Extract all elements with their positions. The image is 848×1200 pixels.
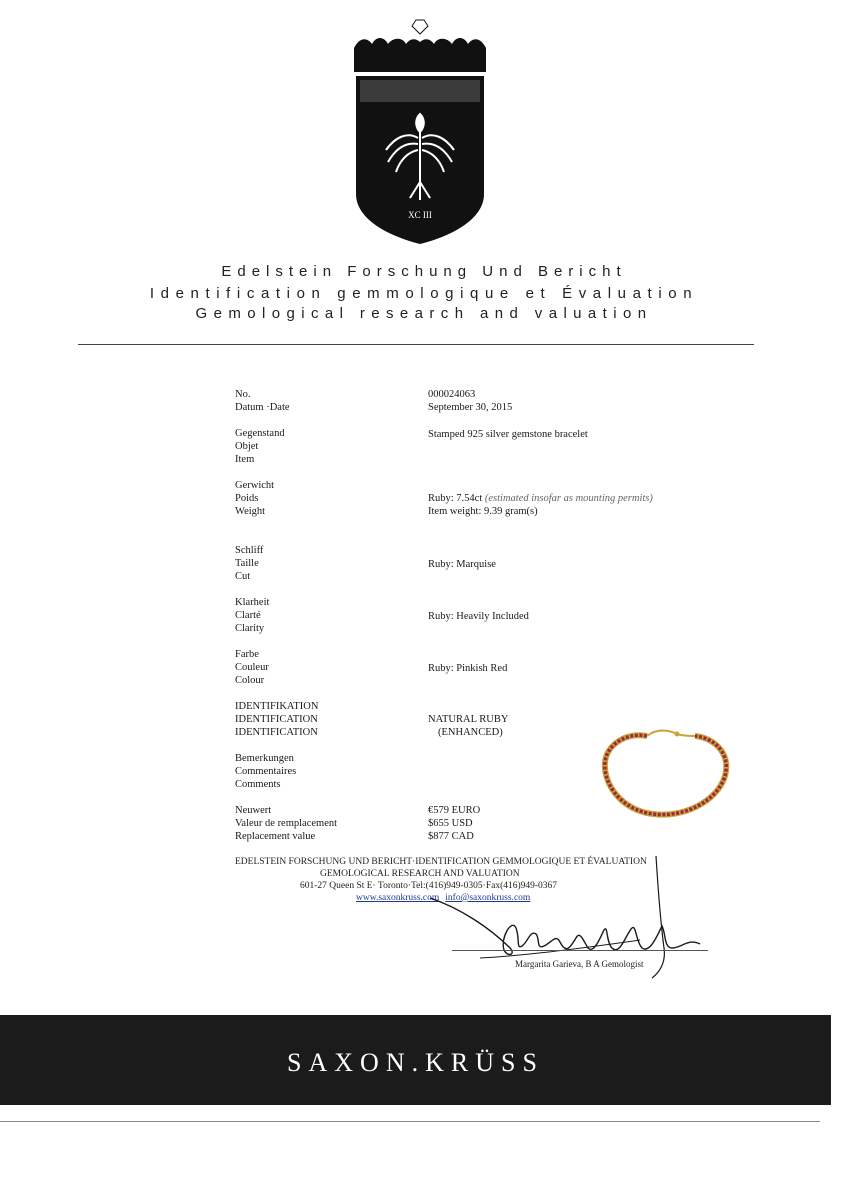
weight-note: (estimated insofar as mounting permits)	[484, 493, 653, 504]
diamond-icon	[412, 20, 428, 34]
signature-line	[452, 950, 708, 951]
date-label: Datum ·Date	[235, 402, 290, 413]
comments-label-fr: Commentaires	[235, 766, 297, 777]
date-value: September 30, 2015	[428, 402, 513, 413]
email-link[interactable]: info@saxonkruss.com	[445, 893, 531, 903]
identification-value-2: (ENHANCED)	[438, 727, 503, 738]
heading-divider	[78, 344, 754, 345]
item-label-de: Gegenstand	[235, 428, 285, 439]
colour-label-fr: Couleur	[235, 662, 269, 673]
clarity-label-fr: Clarté	[235, 610, 261, 621]
cut-label-de: Schliff	[235, 545, 264, 556]
weight-label-de: Gerwicht	[235, 480, 275, 491]
replacement-value-eur: €579 EURO	[428, 805, 481, 816]
weight-ruby-text: Ruby: 7.54ct	[428, 493, 483, 504]
weight-value-ruby	[428, 492, 653, 505]
colour-value: Ruby: Pinkish Red	[428, 663, 508, 674]
item-label-en: Item	[235, 454, 255, 465]
identification-value-1: NATURAL RUBY	[428, 714, 509, 725]
replacement-label-de: Neuwert	[235, 805, 272, 816]
footer-address: 601-27 Queen St E· Toronto·Tel:(416)949-0305·Fax(416)949-0367	[300, 881, 558, 891]
replacement-value-cad: $877 CAD	[428, 831, 474, 842]
bottom-rule	[0, 1121, 820, 1122]
brand-name: SAXON.KRÜSS	[287, 1048, 544, 1077]
weight-label-fr: Poids	[235, 493, 259, 504]
identification-label-de: IDENTIFIKATION	[235, 701, 319, 712]
heading-english: Gemological research and valuation	[195, 305, 653, 322]
colour-label-en: Colour	[235, 675, 265, 686]
cut-value: Ruby: Marquise	[428, 559, 496, 570]
crest-emblem	[352, 14, 488, 246]
weight-label-en: Weight	[235, 506, 266, 517]
item-value: Stamped 925 silver gemstone bracelet	[428, 429, 588, 440]
identification-label-en: IDENTIFICATION	[235, 727, 318, 738]
website-link[interactable]: www.saxonkruss.com	[356, 893, 440, 903]
number-label: No.	[235, 389, 251, 400]
replacement-value-usd: $655 USD	[428, 818, 473, 829]
footer-line-2: GEMOLOGICAL RESEARCH AND VALUATION	[320, 869, 520, 879]
cut-label-en: Cut	[235, 571, 251, 582]
comments-label-en: Comments	[235, 779, 281, 790]
clarity-label-en: Clarity	[235, 623, 265, 634]
clarity-value: Ruby: Heavily Included	[428, 611, 529, 622]
heading-french: Identification gemmologique et Évaluation	[149, 285, 699, 302]
signatory-name: Margarita Garieva, B A Gemologist	[515, 959, 644, 969]
cut-label-fr: Taille	[235, 558, 259, 569]
footer-line-1: EDELSTEIN FORSCHUNG UND BERICHT·IDENTIFICATION GEMMOLOGIQUE ET ÉVALUATION	[235, 857, 647, 867]
replacement-label-fr: Valeur de remplacement	[235, 818, 338, 829]
replacement-label-en: Replacement value	[235, 831, 316, 842]
identification-label-fr: IDENTIFICATION	[235, 714, 318, 725]
clarity-label-de: Klarheit	[235, 597, 270, 608]
crest-motto: XC III	[408, 210, 432, 220]
brand-banner	[0, 1015, 831, 1105]
crown-cresting	[354, 38, 486, 72]
comments-label-de: Bemerkungen	[235, 753, 294, 764]
bracelet-photo	[597, 722, 732, 822]
weight-value-item: Item weight: 9.39 gram(s)	[428, 506, 538, 517]
number-value: 000024063	[428, 389, 476, 400]
heading-german: Edelstein Forschung Und Bericht	[221, 263, 627, 280]
item-label-fr: Objet	[235, 441, 259, 452]
colour-label-de: Farbe	[235, 649, 259, 660]
